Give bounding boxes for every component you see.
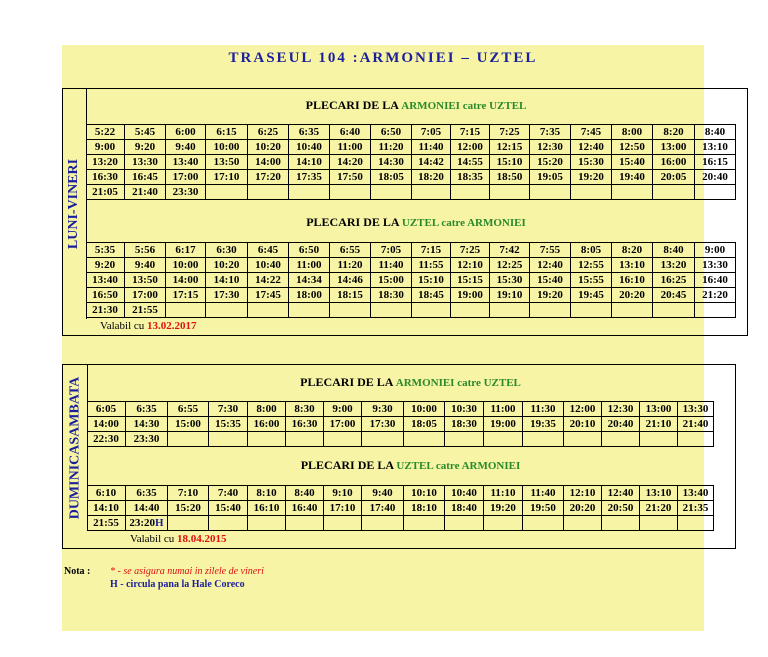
departure-time: 10:40 [445, 486, 484, 501]
departure-time: 7:42 [490, 243, 530, 258]
departure-time: 19:05 [530, 170, 571, 185]
departure-time: 7:35 [530, 125, 571, 140]
departure-time [371, 303, 412, 318]
departure-time: 6:45 [248, 243, 289, 258]
departure-time: 16:50 [86, 288, 125, 303]
departure-time: 15:30 [490, 273, 530, 288]
departure-time: 18:45 [412, 288, 451, 303]
departure-time: 12:10 [564, 486, 602, 501]
departure-time: 12:30 [530, 140, 571, 155]
departure-time: 13:50 [125, 273, 166, 288]
departure-time: 20:40 [602, 417, 640, 432]
departure-time [330, 303, 371, 318]
departure-time: 6:50 [289, 243, 330, 258]
departure-time: 14:20 [330, 155, 371, 170]
departure-time: 12:00 [564, 402, 602, 417]
departure-time: 21:40 [678, 417, 714, 432]
departure-time [289, 185, 330, 200]
departure-time: 19:20 [530, 288, 571, 303]
departure-time: 18:35 [451, 170, 490, 185]
departure-time: 7:10 [168, 486, 209, 501]
departure-time: 14:55 [451, 155, 490, 170]
departure-time [412, 185, 451, 200]
departure-time: 18:50 [490, 170, 530, 185]
departure-time: 16:30 [86, 170, 125, 185]
departure-time: 12:00 [451, 140, 490, 155]
departure-time: 16:40 [695, 273, 736, 288]
departure-time: 17:35 [289, 170, 330, 185]
departure-time: 14:10 [87, 501, 126, 516]
departure-time: 13:40 [86, 273, 125, 288]
departure-time [695, 303, 736, 318]
departure-time [248, 303, 289, 318]
departure-time: 19:20 [571, 170, 612, 185]
departure-time: 18:15 [330, 288, 371, 303]
departure-time [445, 516, 484, 531]
departure-time: 18:30 [445, 417, 484, 432]
departure-time [248, 432, 286, 447]
departure-time: 15:15 [451, 273, 490, 288]
departure-time: 10:40 [289, 140, 330, 155]
departure-time: 21:40 [125, 185, 166, 200]
departure-time [695, 185, 736, 200]
weekday-inbound-heading [86, 215, 746, 230]
departure-time: 17:40 [362, 501, 404, 516]
departure-time [206, 303, 248, 318]
departure-time [602, 516, 640, 531]
departure-time: 19:50 [523, 501, 564, 516]
departure-time: 13:10 [640, 486, 678, 501]
departure-time [362, 432, 404, 447]
departure-time: 14:00 [87, 417, 126, 432]
departure-time: 20:20 [564, 501, 602, 516]
departure-time: 23:30 [126, 432, 168, 447]
departure-time: 6:35 [126, 402, 168, 417]
departure-time: 6:55 [330, 243, 371, 258]
departure-time: 12:50 [612, 140, 653, 155]
departure-time: 14:46 [330, 273, 371, 288]
departure-time: 17:00 [324, 417, 362, 432]
departure-time: 17:45 [248, 288, 289, 303]
departure-time: 11:20 [330, 258, 371, 273]
departure-time: 6:00 [166, 125, 206, 140]
departure-time: 21:20 [640, 501, 678, 516]
departure-time: 9:30 [362, 402, 404, 417]
departure-time: 17:10 [206, 170, 248, 185]
departure-time [678, 432, 714, 447]
departure-time: 21:35 [678, 501, 714, 516]
departure-time: 17:15 [166, 288, 206, 303]
departure-time: 11:40 [412, 140, 451, 155]
departure-time: 11:00 [484, 402, 523, 417]
departure-time: 9:40 [166, 140, 206, 155]
departure-time: 16:00 [653, 155, 695, 170]
departure-time: 23:30 [166, 185, 206, 200]
departure-time [209, 432, 248, 447]
departure-time: 12:30 [602, 402, 640, 417]
departure-time: 12:25 [490, 258, 530, 273]
departure-time: 13:30 [695, 258, 736, 273]
departure-time: 16:10 [612, 273, 653, 288]
departure-time [206, 185, 248, 200]
departure-time: 6:25 [248, 125, 289, 140]
departure-time [248, 516, 286, 531]
departure-time [602, 432, 640, 447]
departure-time: 10:00 [166, 258, 206, 273]
departure-time [490, 303, 530, 318]
departure-time: 10:00 [404, 402, 445, 417]
weekday-validity [100, 320, 197, 332]
heading-prefix: PLECARI DE LA [300, 375, 393, 389]
departure-time: 13:20 [653, 258, 695, 273]
departure-time: 15:10 [490, 155, 530, 170]
weekend-label: DUMINICASAMBATA [67, 376, 82, 520]
departure-time [324, 432, 362, 447]
departure-time: 14:42 [412, 155, 451, 170]
departure-time: 13:30 [125, 155, 166, 170]
departure-time [530, 303, 571, 318]
departure-time: 7:25 [451, 243, 490, 258]
departure-time: 7:25 [490, 125, 530, 140]
departure-time: 21:55 [125, 303, 166, 318]
departure-time: 9:20 [125, 140, 166, 155]
departure-time: 8:00 [612, 125, 653, 140]
departure-time [445, 432, 484, 447]
weekend-inbound-heading [87, 458, 734, 473]
departure-time: 19:20 [484, 501, 523, 516]
departure-time: 6:35 [126, 486, 168, 501]
departure-time: 14:00 [166, 273, 206, 288]
departure-time: 16:30 [286, 417, 324, 432]
departure-time: 18:05 [371, 170, 412, 185]
weekday-inbound-table [86, 242, 736, 318]
departure-time [404, 432, 445, 447]
heading-route: ARMONIEI catre UZTEL [395, 377, 521, 389]
departure-time: 23:20H [126, 516, 168, 531]
departure-time [412, 303, 451, 318]
departure-time: 12:40 [530, 258, 571, 273]
departure-time: 15:30 [571, 155, 612, 170]
departure-time [451, 303, 490, 318]
departure-time: 7:15 [451, 125, 490, 140]
departure-time [371, 185, 412, 200]
departure-time: 6:05 [87, 402, 126, 417]
departure-time: 22:30 [87, 432, 126, 447]
departure-time: 20:45 [653, 288, 695, 303]
page-title: TRASEUL 104 :ARMONIEI – UZTEL [228, 50, 538, 66]
departure-time: 9:00 [86, 140, 125, 155]
departure-time: 6:30 [206, 243, 248, 258]
departure-time: 11:40 [523, 486, 564, 501]
departure-time: 18:20 [412, 170, 451, 185]
departure-time: 12:40 [602, 486, 640, 501]
departure-time: 9:40 [125, 258, 166, 273]
weekday-outbound-heading [86, 98, 746, 113]
note-line-hale-coreco: H - circula pana la Hale Coreco [110, 579, 245, 590]
heading-prefix: PLECARI DE LA [305, 98, 399, 112]
departure-time: 5:45 [125, 125, 166, 140]
departure-time: 19:00 [484, 417, 523, 432]
departure-time: 17:00 [166, 170, 206, 185]
heading-route: UZTEL catre ARMONIEI [396, 460, 521, 472]
departure-time: 5:56 [125, 243, 166, 258]
valid-date: 13.02.2017 [147, 320, 197, 332]
departure-time: 13:20 [86, 155, 125, 170]
departure-time: 20:10 [564, 417, 602, 432]
departure-time: 18:40 [445, 501, 484, 516]
departure-time: 13:40 [166, 155, 206, 170]
departure-time: 12:40 [571, 140, 612, 155]
departure-time: 17:30 [362, 417, 404, 432]
departure-time: 10:00 [206, 140, 248, 155]
heading-route: ARMONIEI catre UZTEL [401, 100, 527, 112]
departure-time: 6:10 [87, 486, 126, 501]
departure-time: 20:40 [695, 170, 736, 185]
departure-time: 11:00 [330, 140, 371, 155]
weekend-side-label [63, 365, 88, 531]
note-line-friday: * - se asigura numai in zilele de vineri [110, 566, 264, 577]
departure-time: 6:17 [166, 243, 206, 258]
departure-time: 17:00 [125, 288, 166, 303]
departure-time [564, 516, 602, 531]
departure-time [209, 516, 248, 531]
departure-time: 6:55 [168, 402, 209, 417]
departure-time: 8:10 [248, 486, 286, 501]
valid-label: Valabil cu [130, 533, 175, 545]
departure-time: 9:40 [362, 486, 404, 501]
departure-time: 17:30 [206, 288, 248, 303]
departure-time: 13:10 [695, 140, 736, 155]
departure-time: 18:10 [404, 501, 445, 516]
departure-time: 15:40 [209, 501, 248, 516]
departure-time [484, 432, 523, 447]
departure-time: 18:00 [289, 288, 330, 303]
departure-time: 8:40 [653, 243, 695, 258]
weekend-inbound-table [87, 485, 714, 531]
departure-time: 8:40 [286, 486, 324, 501]
departure-time: 9:10 [324, 486, 362, 501]
departure-time: 16:45 [125, 170, 166, 185]
departure-time [564, 432, 602, 447]
departure-time: 6:40 [330, 125, 371, 140]
hale-coreco-marker: H [155, 517, 164, 529]
departure-time: 16:25 [653, 273, 695, 288]
departure-time [451, 185, 490, 200]
departure-time: 11:30 [523, 402, 564, 417]
departure-time: 20:05 [653, 170, 695, 185]
departure-time: 10:20 [248, 140, 289, 155]
departure-time: 15:00 [371, 273, 412, 288]
departure-time: 13:10 [612, 258, 653, 273]
departure-time [324, 516, 362, 531]
departure-time: 8:05 [571, 243, 612, 258]
departure-time: 21:55 [87, 516, 126, 531]
departure-time [523, 432, 564, 447]
departure-time: 16:40 [286, 501, 324, 516]
departure-time [286, 516, 324, 531]
departure-time: 11:55 [412, 258, 451, 273]
departure-time: 7:30 [209, 402, 248, 417]
departure-time [289, 303, 330, 318]
departure-time: 19:40 [612, 170, 653, 185]
valid-label: Valabil cu [100, 320, 145, 332]
departure-time [484, 516, 523, 531]
departure-time: 13:50 [206, 155, 248, 170]
departure-time [168, 432, 209, 447]
departure-time: 12:10 [451, 258, 490, 273]
departure-time: 16:10 [248, 501, 286, 516]
departure-time: 19:45 [571, 288, 612, 303]
departure-time: 13:30 [678, 402, 714, 417]
departure-time: 7:55 [530, 243, 571, 258]
departure-time [571, 303, 612, 318]
weekend-validity [130, 533, 227, 545]
departure-time: 7:05 [412, 125, 451, 140]
departure-time: 11:40 [371, 258, 412, 273]
departure-time: 20:20 [612, 288, 653, 303]
departure-time: 16:15 [695, 155, 736, 170]
departure-time [330, 185, 371, 200]
departure-time: 15:00 [168, 417, 209, 432]
departure-time: 15:40 [612, 155, 653, 170]
departure-time: 8:20 [612, 243, 653, 258]
heading-prefix: PLECARI DE LA [300, 458, 394, 472]
departure-time: 14:34 [289, 273, 330, 288]
departure-time: 8:40 [695, 125, 736, 140]
departure-time: 10:30 [445, 402, 484, 417]
departure-time: 17:50 [330, 170, 371, 185]
weekday-outbound-table [86, 124, 736, 200]
departure-time [571, 185, 612, 200]
departure-time [286, 432, 324, 447]
departure-time: 21:10 [640, 417, 678, 432]
departure-time [404, 516, 445, 531]
departure-time: 16:00 [248, 417, 286, 432]
departure-time [653, 185, 695, 200]
departure-time [530, 185, 571, 200]
departure-time [362, 516, 404, 531]
departure-time: 12:15 [490, 140, 530, 155]
departure-time [612, 185, 653, 200]
departure-time: 13:00 [653, 140, 695, 155]
departure-time [490, 185, 530, 200]
departure-time: 11:00 [289, 258, 330, 273]
departure-time: 15:20 [530, 155, 571, 170]
departure-time [168, 516, 209, 531]
heading-prefix: PLECARI DE LA [306, 215, 399, 229]
weekend-outbound-table [87, 401, 714, 447]
departure-time: 6:15 [206, 125, 248, 140]
departure-time [248, 185, 289, 200]
departure-time [653, 303, 695, 318]
departure-time: 14:10 [206, 273, 248, 288]
departure-time: 15:10 [412, 273, 451, 288]
departure-time: 17:20 [248, 170, 289, 185]
departure-time: 14:30 [371, 155, 412, 170]
departure-time: 10:40 [248, 258, 289, 273]
weekday-label: LUNI-VINERI [66, 158, 82, 250]
departure-time [640, 516, 678, 531]
departure-time: 6:35 [289, 125, 330, 140]
departure-time: 13:40 [678, 486, 714, 501]
departure-time [678, 516, 714, 531]
weekend-outbound-heading [87, 375, 734, 390]
departure-time: 7:45 [571, 125, 612, 140]
departure-time: 15:40 [530, 273, 571, 288]
departure-time: 6:50 [371, 125, 412, 140]
departure-time: 18:30 [371, 288, 412, 303]
departure-time: 15:35 [209, 417, 248, 432]
departure-time: 19:00 [451, 288, 490, 303]
departure-time: 14:30 [126, 417, 168, 432]
departure-time: 15:55 [571, 273, 612, 288]
departure-time: 14:00 [248, 155, 289, 170]
departure-time: 17:10 [324, 501, 362, 516]
departure-time: 9:20 [86, 258, 125, 273]
note-label: Nota : [64, 566, 91, 577]
departure-time: 8:30 [286, 402, 324, 417]
departure-time: 19:35 [523, 417, 564, 432]
departure-time: 8:00 [248, 402, 286, 417]
departure-time: 14:22 [248, 273, 289, 288]
departure-time: 7:05 [371, 243, 412, 258]
departure-time: 9:00 [695, 243, 736, 258]
departure-time: 11:20 [371, 140, 412, 155]
departure-time: 21:05 [86, 185, 125, 200]
departure-time: 14:10 [289, 155, 330, 170]
weekday-side-label [63, 89, 87, 319]
departure-time: 8:20 [653, 125, 695, 140]
departure-time: 11:10 [484, 486, 523, 501]
departure-time: 20:50 [602, 501, 640, 516]
departure-time: 9:00 [324, 402, 362, 417]
departure-time: 10:10 [404, 486, 445, 501]
departure-time: 5:22 [86, 125, 125, 140]
departure-time [640, 432, 678, 447]
departure-time [166, 303, 206, 318]
departure-time: 15:20 [168, 501, 209, 516]
departure-time: 7:15 [412, 243, 451, 258]
heading-route: UZTEL catre ARMONIEI [401, 217, 526, 229]
valid-date: 18.04.2015 [177, 533, 227, 545]
departure-time: 21:30 [86, 303, 125, 318]
departure-time: 5:35 [86, 243, 125, 258]
departure-time: 12:55 [571, 258, 612, 273]
departure-time: 18:05 [404, 417, 445, 432]
departure-time: 13:00 [640, 402, 678, 417]
departure-time: 14:40 [126, 501, 168, 516]
departure-time [612, 303, 653, 318]
departure-time: 7:40 [209, 486, 248, 501]
departure-time: 19:10 [490, 288, 530, 303]
departure-time: 10:20 [206, 258, 248, 273]
departure-time [523, 516, 564, 531]
departure-time: 21:20 [695, 288, 736, 303]
